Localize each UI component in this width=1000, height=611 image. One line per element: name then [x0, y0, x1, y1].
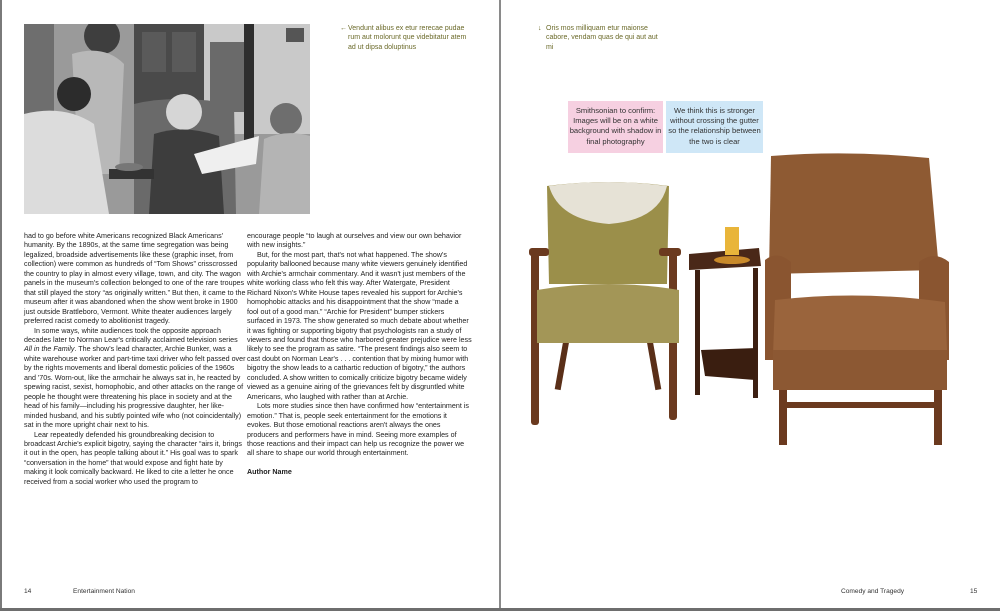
paragraph: had to go before white Americans recognized Black Americans' humanity. By the 1890s, at the same time segregation was being legalized, broadside advertisements like these (graphic inset, from collection) were common as hundreds of “Tom Shows” crisscrossed the country to play in almost every village, town, and city. The wagon panels in the museum's collection belonged to one of the rare troupes that still played the story “as originally written.” But then, it came to the museum after it was abandoned when the show went broke in 1900 just outside Brattleboro, Vermont. White theater audiences largely preferred racist comedy to abolitionist tragedy. [24, 232, 246, 326]
arrow-left-icon: ← [340, 25, 347, 32]
sidenote-text: Oris mos milliquam etur maionse cabore, vendam quas de qui aut aut mi [546, 25, 658, 51]
paragraph: Lots more studies since then have confirmed how “entertainment is emotion.” That is, people seek entertainment for the emotions it evokes. But those emotional reactions aren't always the ones producers and performers have in mind. Seeing more examples of those reactions and their impact can help us recognize the power we all share to shape our world through entertainment. [247, 402, 469, 458]
running-head-left: Entertainment Nation [73, 588, 135, 595]
paragraph: Lear repeatedly defended his groundbreaking decision to broadcast Archie's explicit bigotry, saying the character “airs it, brings it out in the open, has people talking about it.” His goal was to spark “conversation in the home” that would expose and fight hate by making it look comically backward. He liked to cite a letter he once received from a social worker who used the program to [24, 430, 242, 486]
paragraph: But, for the most part, that's not what happened. The show's popularity ballooned because many white viewers genuinely identified with Archie's armchair commentary. And it wasn't just members of the white working class who felt this way. After Watergate, President Richard Nixon's White House tapes revealed his support for Archie's homophobic attacks and his disappointment that the show “made a fool out of a good man.” “Archie for President” bumper stickers surfaced in 1973. The show generated so much debate about whether it was fighting or supporting bigotry that psychologists ran a study of viewers and found that those who harbored greater prejudice were less likely to see the program as satire. “The present findings also seem to cast doubt on Norman Lear's . . . contention that by mixing humor with bigotry the show leads to a cathartic reduction of bigotry,” the authors concluded. A show written to comically criticize bigotry became widely viewed as a genuine airing of the grievances felt by disgruntled white Americans, who laughed with rather than at Archie. [247, 250, 472, 401]
comment-box-pink: Smithsonian to confirm: Images will be on a white background with shadow in final photography [568, 101, 663, 153]
comment-box-blue: We think this is stronger without crossing the gutter so the relationship between the two is clear [666, 101, 763, 153]
author-name: Author Name [247, 467, 292, 476]
chairs-and-table-illustration [529, 150, 979, 450]
text-column-1 [24, 232, 246, 487]
paragraph-text: . The show's lead character, Archie Bunker, was a white warehouse worker and part-time taxi driver who felt passed over by the rights movements and liberal domestic policies of the 1960s and '70s. Worn-out, like the armchair he always sat in, he reacted by spewing racist, sexist, homophobic, and other attacks on the range of people he thought were threatening his place in society and at the head of his family—including his progressive daughter, her like-minded husband, and his subtly pointed wife who (not coincidentally) sat in the more upright chair next to his. [24, 345, 246, 430]
paragraph [24, 327, 246, 431]
text-column-2 [247, 232, 472, 477]
paragraph-text: In some ways, white audiences took the opposite approach decades later to Norman Lear's critically acclaimed television series [24, 326, 238, 344]
page-number-left: 14 [24, 588, 32, 595]
sidenote-left [340, 24, 472, 52]
family-photo [24, 24, 310, 214]
page-number-right: 15 [970, 588, 978, 595]
sidenote-right [538, 24, 666, 52]
furniture-photo [529, 150, 979, 450]
arrow-down-icon: ↓ [538, 25, 542, 32]
sidenote-text: Vendunt alibus ex etur rerecae pudae rum aut molorunt que videbitatur atem ad ut dipsa doluptinus [348, 25, 467, 51]
family-scene-illustration [24, 24, 310, 214]
running-head-right: Comedy and Tragedy [841, 588, 905, 595]
left-page [2, 0, 499, 608]
right-page [501, 0, 1000, 608]
paragraph: encourage people “to laugh at ourselves and view our own behavior with new insights.” [247, 232, 462, 250]
show-title: All in the Family [24, 345, 75, 354]
